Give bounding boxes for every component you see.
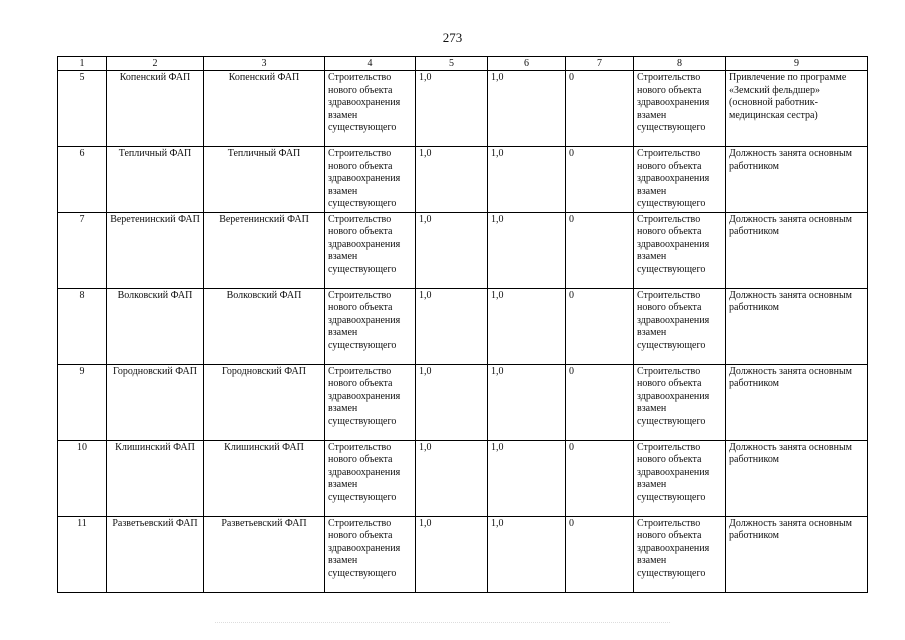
value-col5: 1,0	[416, 288, 488, 364]
activity: Строительство нового объекта здравоохранения взамен существующего	[325, 71, 416, 147]
column-header: 2	[107, 57, 204, 71]
fap-name: Копенский ФАП	[107, 71, 204, 147]
object-name: Разветьевский ФАП	[204, 516, 325, 592]
object-name: Волковский ФАП	[204, 288, 325, 364]
object-name: Клишинский ФАП	[204, 440, 325, 516]
measure: Строительство нового объекта здравоохранения взамен существующего	[634, 71, 726, 147]
value-col7: 0	[566, 516, 634, 592]
value-col5: 1,0	[416, 212, 488, 288]
staffing-note: Должность занята основным работником	[726, 440, 868, 516]
column-header: 6	[488, 57, 566, 71]
value-col7: 0	[566, 147, 634, 213]
column-header: 3	[204, 57, 325, 71]
staffing-note: Привлечение по программе «Земский фельдшер» (основной работник- медицинская сестра)	[726, 71, 868, 147]
measure: Строительство нового объекта здравоохранения взамен существующего	[634, 212, 726, 288]
value-col6: 1,0	[488, 440, 566, 516]
row-number: 6	[58, 147, 107, 213]
column-header: 1	[58, 57, 107, 71]
value-col5: 1,0	[416, 364, 488, 440]
row-number: 9	[58, 364, 107, 440]
staffing-note: Должность занята основным работником	[726, 288, 868, 364]
column-header: 7	[566, 57, 634, 71]
column-header: 9	[726, 57, 868, 71]
fap-table	[57, 56, 868, 593]
activity: Строительство нового объекта здравоохранения взамен существующего	[325, 288, 416, 364]
scan-line	[215, 622, 670, 623]
fap-name: Разветьевский ФАП	[107, 516, 204, 592]
table-row	[58, 212, 868, 288]
fap-name: Тепличный ФАП	[107, 147, 204, 213]
header-row	[58, 57, 868, 71]
measure: Строительство нового объекта здравоохранения взамен существующего	[634, 147, 726, 213]
value-col7: 0	[566, 440, 634, 516]
row-number: 11	[58, 516, 107, 592]
value-col6: 1,0	[488, 71, 566, 147]
staffing-note: Должность занята основным работником	[726, 212, 868, 288]
staffing-note: Должность занята основным работником	[726, 147, 868, 213]
measure: Строительство нового объекта здравоохранения взамен существующего	[634, 364, 726, 440]
value-col5: 1,0	[416, 147, 488, 213]
column-header: 5	[416, 57, 488, 71]
value-col7: 0	[566, 288, 634, 364]
value-col5: 1,0	[416, 516, 488, 592]
value-col6: 1,0	[488, 364, 566, 440]
table-row	[58, 440, 868, 516]
value-col7: 0	[566, 212, 634, 288]
activity: Строительство нового объекта здравоохранения взамен существующего	[325, 212, 416, 288]
value-col6: 1,0	[488, 147, 566, 213]
table-row	[58, 288, 868, 364]
staffing-note: Должность занята основным работником	[726, 516, 868, 592]
fap-name: Городновский ФАП	[107, 364, 204, 440]
activity: Строительство нового объекта здравоохранения взамен существующего	[325, 516, 416, 592]
value-col7: 0	[566, 71, 634, 147]
object-name: Копенский ФАП	[204, 71, 325, 147]
value-col6: 1,0	[488, 516, 566, 592]
value-col6: 1,0	[488, 212, 566, 288]
object-name: Городновский ФАП	[204, 364, 325, 440]
table-row	[58, 147, 868, 213]
row-number: 5	[58, 71, 107, 147]
activity: Строительство нового объекта здравоохранения взамен существующего	[325, 440, 416, 516]
object-name: Веретенинский ФАП	[204, 212, 325, 288]
row-number: 7	[58, 212, 107, 288]
fap-name: Веретенинский ФАП	[107, 212, 204, 288]
fap-name: Волковский ФАП	[107, 288, 204, 364]
value-col7: 0	[566, 364, 634, 440]
measure: Строительство нового объекта здравоохранения взамен существующего	[634, 516, 726, 592]
staffing-note: Должность занята основным работником	[726, 364, 868, 440]
measure: Строительство нового объекта здравоохранения взамен существующего	[634, 440, 726, 516]
object-name: Тепличный ФАП	[204, 147, 325, 213]
activity: Строительство нового объекта здравоохранения взамен существующего	[325, 364, 416, 440]
table-row	[58, 364, 868, 440]
column-header: 4	[325, 57, 416, 71]
measure: Строительство нового объекта здравоохранения взамен существующего	[634, 288, 726, 364]
value-col5: 1,0	[416, 440, 488, 516]
row-number: 10	[58, 440, 107, 516]
page-number: 273	[442, 30, 463, 45]
table-row	[58, 71, 868, 147]
value-col5: 1,0	[416, 71, 488, 147]
value-col6: 1,0	[488, 288, 566, 364]
row-number: 8	[58, 288, 107, 364]
fap-name: Клишинский ФАП	[107, 440, 204, 516]
table-row	[58, 516, 868, 592]
column-header: 8	[634, 57, 726, 71]
activity: Строительство нового объекта здравоохранения взамен существующего	[325, 147, 416, 213]
